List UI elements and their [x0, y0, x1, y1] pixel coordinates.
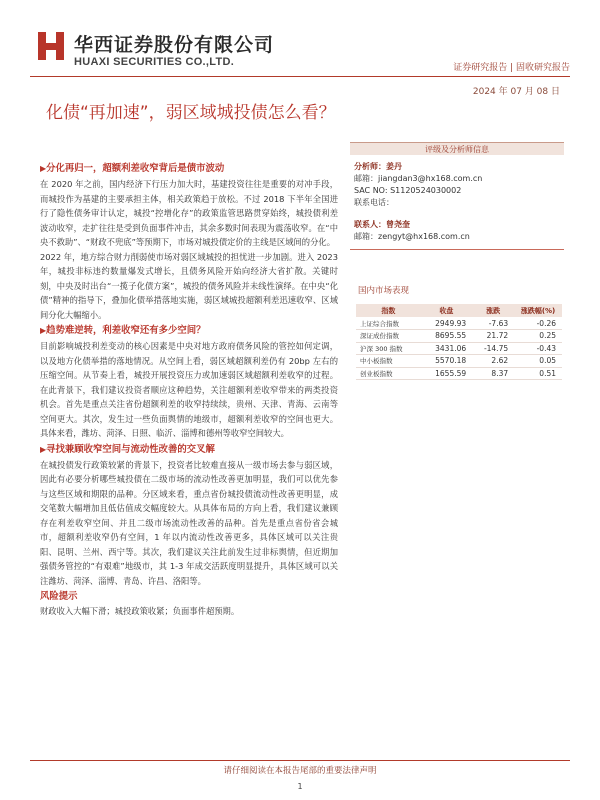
market-title: 国内市场表现 — [358, 286, 410, 296]
index-pct: 0.51 — [514, 367, 562, 380]
index-pct: -0.43 — [514, 342, 562, 355]
contact-email-label: 邮箱： — [354, 232, 378, 241]
index-change: 21.72 — [472, 330, 514, 343]
market-table — [356, 304, 562, 380]
table-header-row — [356, 304, 562, 317]
email-label: 邮箱： — [354, 174, 378, 183]
index-pct: -0.26 — [514, 317, 562, 330]
analyst-info — [350, 161, 564, 243]
contact-label: 联系人： — [354, 220, 386, 229]
index-close: 5570.18 — [421, 355, 472, 368]
phone-label: 联系电话： — [354, 198, 394, 207]
risk-text: 财政收入大幅下滑；城投政策收紧；负面事件超预期。 — [40, 606, 240, 616]
index-name: 深证成份指数 — [356, 330, 421, 343]
paragraph: 2022 年，地方综合财力削弱使市场对弱区域城投的担忧进一步加剧。进入 2023 年，城投非标违约数量爆发式增长，且债务风险开始向经济大省扩散。关键时刻，中央及时出台“一揽子化债方案”，城投的债务风险并未线性演绎。在中央“化债”精神的指导下，叠加化债举措落地实施，弱区域城投超额利差迅速收窄、区域间分化大幅缩小。 — [40, 251, 338, 320]
report-header — [0, 0, 600, 80]
company-name-cn: 华西证券股份有限公司 — [74, 34, 275, 56]
paragraph: 在 2020 年之前，国内经济下行压力加大时，基建投资往往是重要的对冲手段，而城投作为基建的主要承担主体，相关政策趋于放松。不过 2018 下半年全国进行了隐性债务审计认定，城投“控增化存”的政策监管思路贯穿始终，城投债利差波动收窄，走扩往往是受到负面事件冲击，其余多数时间表现为震荡收窄。在“中央不救助”、“财政不兜底”等预期下，市场对城投债定价的主线是区域间的分化。 — [40, 179, 338, 247]
index-change: 2.62 — [472, 355, 514, 368]
triangle-bullet-icon: ▶ — [40, 444, 47, 454]
index-name: 创业板指数 — [356, 367, 421, 380]
table-row — [356, 330, 562, 343]
index-close: 8695.55 — [421, 330, 472, 343]
index-change: -7.63 — [472, 317, 514, 330]
index-close: 3431.06 — [421, 342, 472, 355]
triangle-bullet-icon: ▶ — [40, 164, 47, 173]
section-heading: ▶分化再归一，超额利差收窄背后是债市波动 — [40, 163, 225, 174]
paragraph: 目前影响城投利差变动的核心因素是中央对地方政府债务风险的管控如何定调，以及地方化债举措的落地情况。从空间上看，弱区域超额利差仍有 20bp 左右的压缩空间。从节奏上看，城投开展投资压力或加速弱区域超额利差收窄的过程。在此背景下，我们建议投资者顺应这种趋势，关注超额利差收窄带来的两类投资机会。首先是重点关注省份超额利差的收窄持续续，贵州、天津、青海、云南等空间更大。其次，发生过一些负面舆情的地级市，超额利差收窄的空间也更大。具体来看，潍坊、菏泽、日照、临沂、淄博和德州等收窄空间较大。 — [40, 341, 338, 438]
index-change: -14.75 — [472, 342, 514, 355]
table-row — [356, 317, 562, 330]
index-name: 上证综合指数 — [356, 317, 421, 330]
column-header: 涨跌 — [472, 304, 514, 317]
header-divider — [30, 76, 570, 77]
contact-name: 曾尧奎 — [386, 220, 410, 229]
company-name-en: HUAXI SECURITIES CO.,LTD. — [74, 56, 235, 68]
footer-divider — [30, 760, 570, 761]
page-number: 1 — [297, 782, 303, 791]
sac-number: S1120524030002 — [390, 186, 462, 195]
triangle-bullet-icon: ▶ — [40, 326, 47, 335]
index-pct: 0.05 — [514, 355, 562, 368]
column-header: 指数 — [356, 304, 421, 317]
report-date: 2024 年 07 月 08 日 — [472, 87, 560, 97]
index-change: 8.37 — [472, 367, 514, 380]
sidebar — [350, 142, 564, 380]
index-close: 2949.93 — [421, 317, 472, 330]
risk-heading: 风险提示 — [40, 591, 78, 602]
index-pct: 0.25 — [514, 330, 562, 343]
sac-label: SAC NO: — [354, 186, 388, 195]
paragraph: 在城投债发行政策较紧的背景下，投资者比较难直接从一级市场去参与弱区域，因此有必要分析哪些城投债在二级市场的流动性改善更加明显，我们可以优先参与这些区域和期限的品种。分区域来看，重点省份城投债流动性改善更明显，成交笔数大幅增加且低估值成交幅度较大。从具体布局的方向上看，我们建议兼顾存在利差收窄空间、并且二级市场流动性改善的品种。首先是重点省份省会城市，超额利差收窄仍有空间，1 年以内流动性改善更多，具体区域可以关注贵阳、昆明、兰州、西宁等。其次，我们建议关注此前发生过非标舆情，但近期加强债务管控的“有艰难”地级市，其 1-3 年成交活跃度明显提升，具体区域可以关注潍坊、菏泽、淄博、青岛、许昌、洛阳等。 — [40, 459, 338, 586]
report-title: 化债“再加速”，弱区域城投债怎么看？ — [46, 103, 336, 123]
table-row — [356, 342, 562, 355]
column-header: 涨跌幅(%) — [514, 304, 562, 317]
index-close: 1655.59 — [421, 367, 472, 380]
sidebar-divider — [350, 249, 564, 250]
index-name: 沪深 300 指数 — [356, 342, 421, 355]
section-heading: ▶趋势难逆转，利差收窄还有多少空间？ — [40, 325, 206, 336]
huaxi-logo-icon — [36, 30, 66, 62]
legal-notice: 请仔细阅读在本报告尾部的重要法律声明 — [223, 766, 377, 776]
analyst-name: 姜丹 — [386, 162, 402, 171]
analyst-email[interactable]: jiangdan3@hx168.com.cn — [378, 174, 483, 183]
report-type: 证券研究报告 | 固收研究报告 — [453, 63, 570, 73]
analyst-box-heading: 评级及分析师信息 — [350, 142, 564, 155]
contact-email[interactable]: zengyt@hx168.com.cn — [378, 232, 470, 241]
column-header: 收盘 — [421, 304, 472, 317]
table-row — [356, 367, 562, 380]
table-row — [356, 355, 562, 368]
section-heading: ▶寻找兼顾收窄空间与流动性改善的交叉解 — [40, 443, 215, 455]
main-content — [40, 160, 338, 619]
analyst-label: 分析师： — [354, 162, 386, 171]
index-name: 中小板指数 — [356, 355, 421, 368]
